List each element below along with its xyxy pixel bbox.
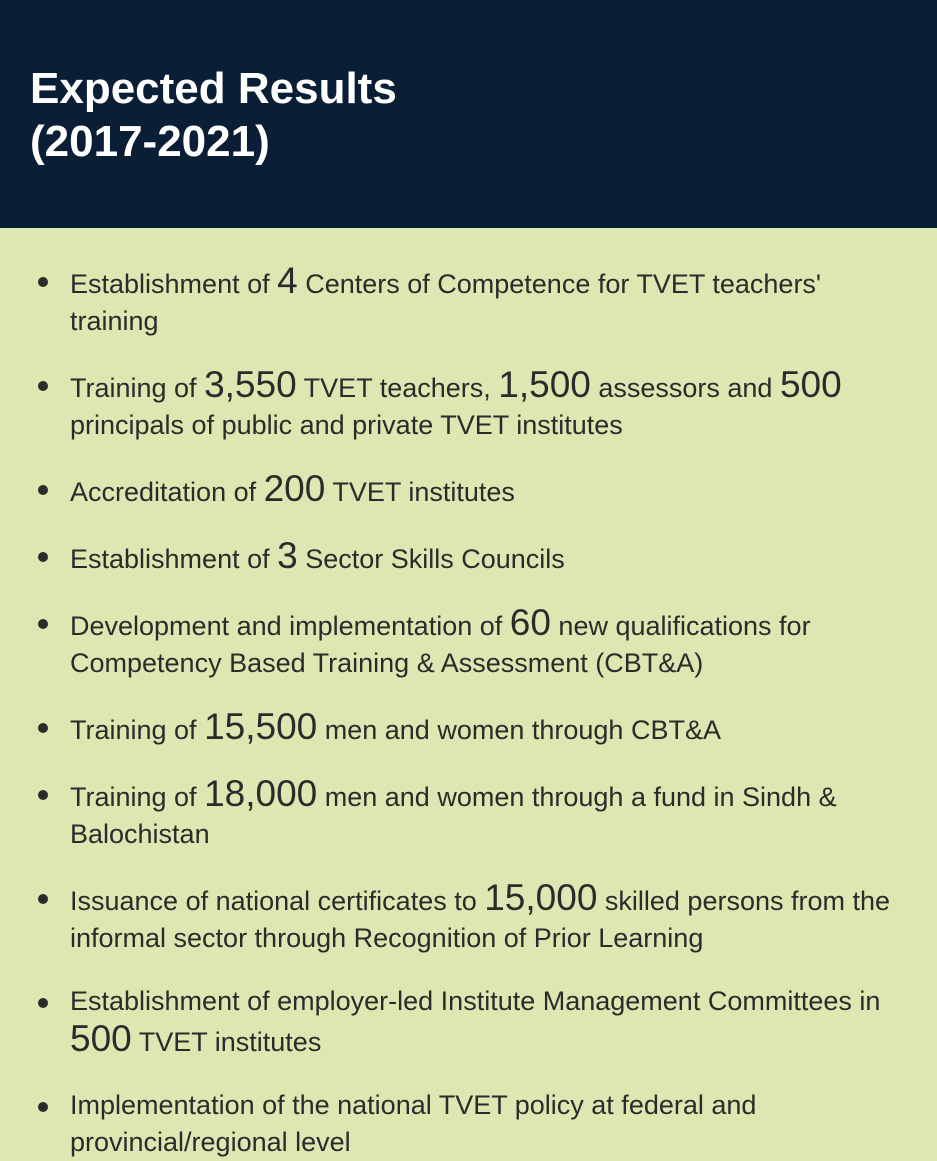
item-text: TVET institutes bbox=[131, 1027, 322, 1057]
highlight-number: 500 bbox=[70, 1018, 132, 1059]
item-text: assessors and bbox=[590, 373, 780, 403]
highlight-number: 15,500 bbox=[204, 706, 318, 747]
item-text: Establishment of bbox=[70, 544, 278, 574]
header-banner bbox=[0, 0, 937, 228]
item-text: Training of bbox=[70, 782, 205, 812]
bullet-icon bbox=[38, 552, 48, 562]
title-line-2: (2017-2021) bbox=[30, 117, 270, 166]
title-line-1: Expected Results bbox=[30, 64, 397, 113]
list-item bbox=[38, 604, 897, 682]
list-item bbox=[38, 470, 897, 511]
list-item bbox=[38, 262, 897, 340]
list-item bbox=[38, 537, 897, 578]
list-item bbox=[38, 1087, 897, 1161]
highlight-number: 1,500 bbox=[498, 364, 591, 405]
highlight-number: 4 bbox=[277, 260, 298, 301]
item-text: Establishment of bbox=[70, 269, 278, 299]
highlight-number: 15,000 bbox=[484, 877, 598, 918]
item-text: Development and implementation of bbox=[70, 611, 510, 641]
page-title bbox=[30, 62, 907, 168]
bullet-icon bbox=[38, 998, 48, 1008]
highlight-number: 500 bbox=[779, 364, 842, 405]
bullet-icon bbox=[38, 619, 48, 629]
list-item bbox=[38, 775, 897, 853]
item-text: Training of bbox=[70, 715, 205, 745]
item-text: men and women through CBT&A bbox=[317, 715, 721, 745]
highlight-number: 3 bbox=[277, 535, 298, 576]
item-text: principals of public and private TVET institutes bbox=[70, 410, 623, 440]
highlight-number: 60 bbox=[509, 602, 551, 643]
list-item bbox=[38, 708, 897, 749]
item-text: TVET institutes bbox=[325, 477, 515, 507]
list-item bbox=[38, 366, 897, 444]
item-text: Centers of Competence for TVET teachers' training bbox=[70, 269, 822, 336]
item-text: skilled persons from the informal sector through Recognition of Prior Learning bbox=[70, 886, 891, 953]
item-text: TVET teachers, bbox=[296, 373, 499, 403]
bullet-icon bbox=[38, 723, 48, 733]
bullet-icon bbox=[38, 485, 48, 495]
bullet-icon bbox=[38, 894, 48, 904]
item-text: Implementation of the national TVET policy at federal and provincial/regional level bbox=[70, 1090, 757, 1157]
bullet-icon bbox=[38, 1102, 48, 1112]
item-text: Establishment of employer-led Institute Management Committees in bbox=[70, 986, 881, 1016]
highlight-number: 3,550 bbox=[204, 364, 297, 405]
results-section bbox=[0, 228, 937, 1161]
bullet-icon bbox=[38, 277, 48, 287]
item-text: Training of bbox=[70, 373, 205, 403]
list-item bbox=[38, 983, 897, 1061]
item-text: Accreditation of bbox=[70, 477, 264, 507]
list-item bbox=[38, 879, 897, 957]
bullet-icon bbox=[38, 790, 48, 800]
bullet-icon bbox=[38, 381, 48, 391]
highlight-number: 200 bbox=[263, 468, 326, 509]
item-text: new qualifications for Competency Based Training & Assessment (CBT&A) bbox=[70, 611, 811, 678]
item-text: Issuance of national certificates to bbox=[70, 886, 485, 916]
highlight-number: 18,000 bbox=[204, 773, 318, 814]
item-text: men and women through a fund in Sindh & Balochistan bbox=[70, 782, 837, 849]
item-text: Sector Skills Councils bbox=[297, 544, 565, 574]
results-list bbox=[38, 262, 897, 1161]
